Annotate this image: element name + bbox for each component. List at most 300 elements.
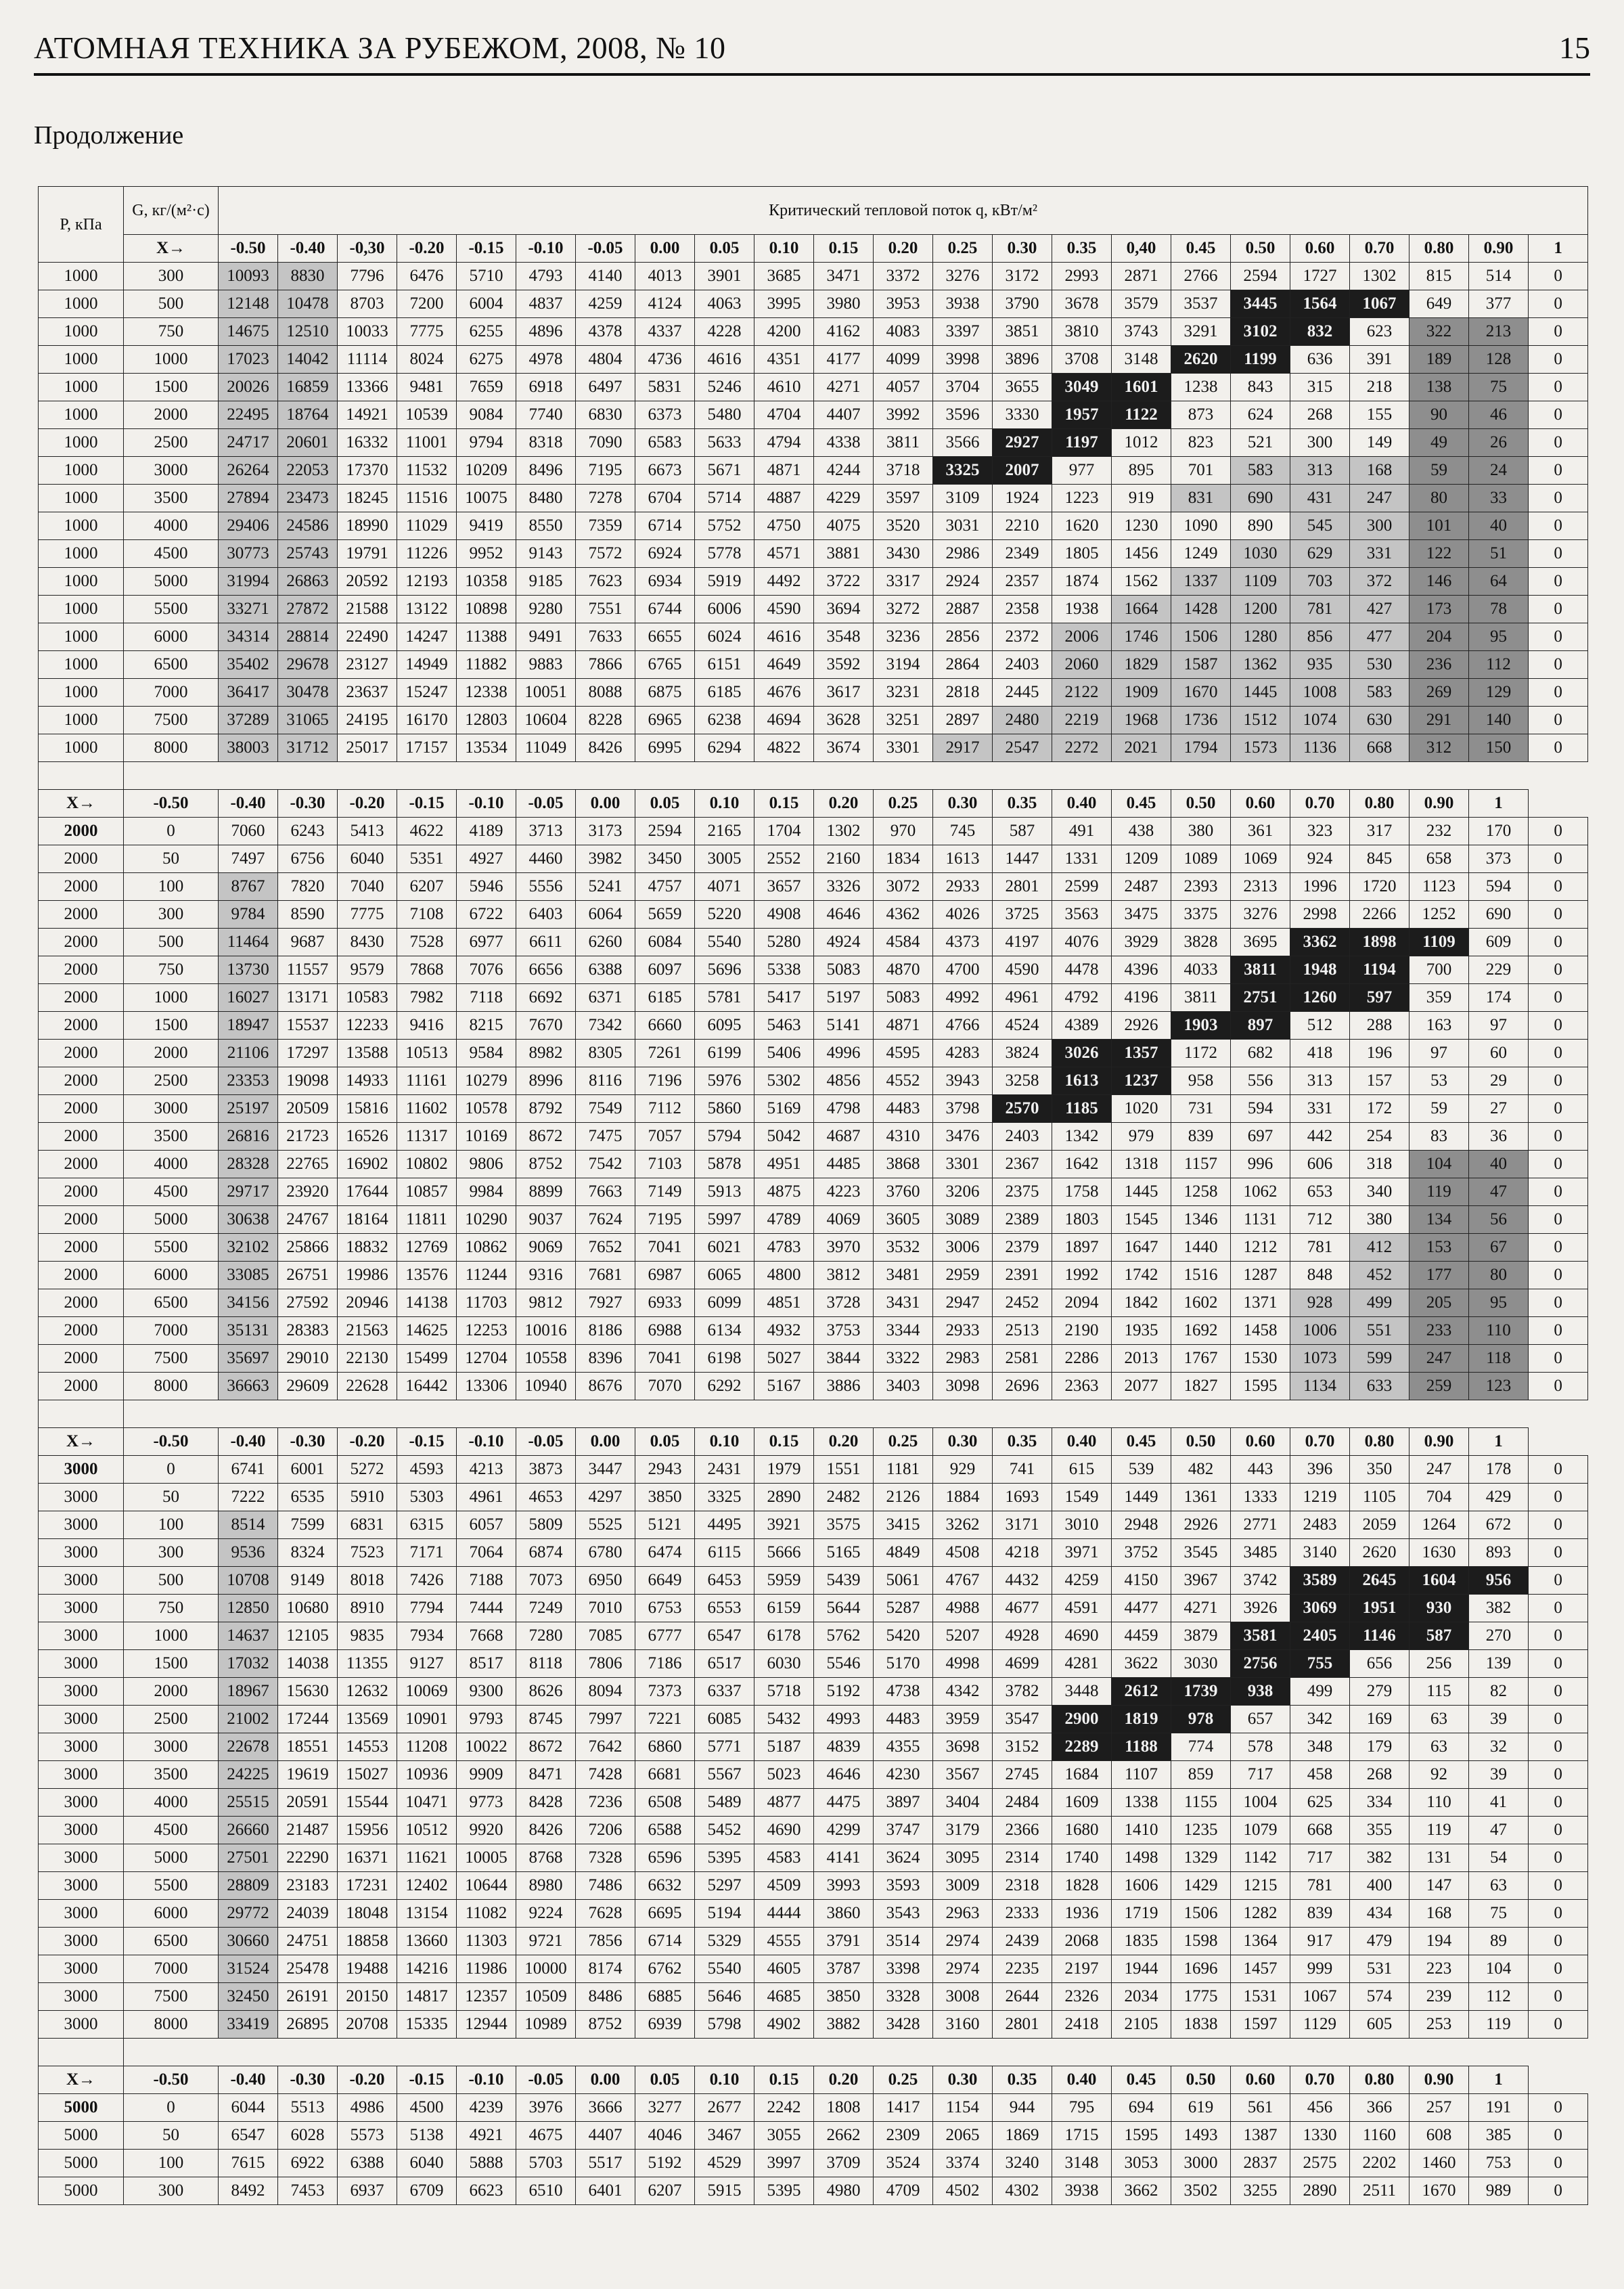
- chf-value-cell: 0: [1529, 1622, 1588, 1650]
- chf-value-cell: 3049: [1052, 374, 1112, 401]
- chf-value-cell: 24: [1469, 457, 1529, 485]
- quality-value: 0.90: [1409, 2066, 1469, 2094]
- chf-value-cell: 95: [1469, 623, 1529, 651]
- chf-value-cell: 1838: [1171, 2011, 1231, 2039]
- chf-value-cell: 3851: [993, 318, 1052, 346]
- chf-value-cell: 717: [1290, 1844, 1350, 1872]
- chf-value-cell: 5860: [695, 1095, 754, 1123]
- quality-value: 0.20: [814, 1428, 874, 1456]
- chf-value-cell: 3173: [576, 818, 635, 845]
- chf-value-cell: 18990: [338, 512, 397, 540]
- chf-value-cell: 9784: [219, 901, 278, 929]
- quality-value: 0.20: [874, 235, 933, 263]
- quality-value: 0.35: [993, 1428, 1052, 1456]
- chf-value-cell: 7775: [338, 901, 397, 929]
- chf-value-cell: 80: [1469, 1262, 1529, 1289]
- chf-value-cell: 5915: [695, 2177, 754, 2205]
- quality-value: 0.50: [1171, 790, 1231, 818]
- chf-value-cell: 458: [1290, 1761, 1350, 1789]
- chf-value-cell: 9224: [516, 1900, 576, 1928]
- chf-value-cell: 3095: [933, 1844, 993, 1872]
- chf-value-cell: 1105: [1350, 1484, 1409, 1511]
- chf-table-container: [38, 186, 1587, 2205]
- table-row: [39, 1345, 1588, 1373]
- chf-value-cell: 3008: [933, 1983, 993, 2011]
- chf-value-cell: 16902: [338, 1151, 397, 1178]
- chf-value-cell: 2289: [1052, 1733, 1112, 1761]
- pressure-cell: 3000: [39, 1789, 124, 1817]
- quality-value: 0.05: [635, 790, 695, 818]
- chf-value-cell: 4478: [1052, 956, 1112, 984]
- chf-value-cell: 843: [1231, 374, 1290, 401]
- chf-value-cell: 1493: [1171, 2122, 1231, 2150]
- chf-value-cell: 1456: [1112, 540, 1171, 568]
- chf-value-cell: 16170: [397, 707, 457, 734]
- chf-value-cell: 29609: [278, 1373, 338, 1400]
- chf-value-cell: 2890: [1290, 2177, 1350, 2205]
- chf-value-cell: 9687: [278, 929, 338, 956]
- chf-value-cell: 4485: [814, 1151, 874, 1178]
- chf-value-cell: 0: [1529, 596, 1588, 623]
- mass-flux-cell: 0: [124, 2094, 219, 2122]
- chf-value-cell: 30773: [219, 540, 278, 568]
- chf-value-cell: 318: [1350, 1151, 1409, 1178]
- chf-value-cell: 717: [1231, 1761, 1290, 1789]
- chf-value-cell: 1909: [1112, 679, 1171, 707]
- chf-value-cell: 4502: [933, 2177, 993, 2205]
- chf-value-cell: 9835: [338, 1622, 397, 1650]
- chf-value-cell: 6830: [576, 401, 635, 429]
- chf-value-cell: 14247: [397, 623, 457, 651]
- chf-value-cell: 4856: [814, 1067, 874, 1095]
- chf-value-cell: 5406: [754, 1040, 814, 1067]
- chf-value-cell: 4595: [874, 1040, 933, 1067]
- chf-value-cell: 3666: [576, 2094, 635, 2122]
- chf-value-cell: 59: [1409, 1095, 1469, 1123]
- chf-value-cell: 6535: [278, 1484, 338, 1511]
- chf-value-cell: 39: [1469, 1761, 1529, 1789]
- chf-value-cell: 6178: [754, 1622, 814, 1650]
- chf-value-cell: 4649: [754, 651, 814, 679]
- chf-value-cell: 7342: [576, 1012, 635, 1040]
- table-row: [39, 1872, 1588, 1900]
- chf-value-cell: 119: [1409, 1817, 1469, 1844]
- chf-value-cell: 1006: [1290, 1317, 1350, 1345]
- mass-flux-cell: 6000: [124, 1262, 219, 1289]
- chf-value-cell: 22053: [278, 457, 338, 485]
- chf-value-cell: 4783: [754, 1234, 814, 1262]
- chf-value-cell: 1264: [1409, 1511, 1469, 1539]
- table-row: [39, 512, 1588, 540]
- chf-value-cell: 6040: [397, 2150, 457, 2177]
- chf-value-cell: 7866: [576, 651, 635, 679]
- table-row: [39, 1539, 1588, 1567]
- chf-value-cell: 2480: [993, 707, 1052, 734]
- chf-value-cell: 672: [1469, 1511, 1529, 1539]
- chf-value-cell: 2105: [1112, 2011, 1171, 2039]
- quality-value: 0.90: [1409, 1428, 1469, 1456]
- chf-value-cell: 5714: [695, 485, 754, 512]
- chf-value-cell: 2837: [1231, 2150, 1290, 2177]
- mass-flux-cell: 300: [124, 2177, 219, 2205]
- chf-value-cell: 434: [1350, 1900, 1409, 1928]
- chf-value-cell: 313: [1290, 1067, 1350, 1095]
- chf-value-cell: 4993: [814, 1706, 874, 1733]
- chf-value-cell: 5192: [814, 1678, 874, 1706]
- chf-value-cell: 218: [1350, 374, 1409, 401]
- chf-value-cell: 6939: [635, 2011, 695, 2039]
- chf-value-cell: 514: [1469, 263, 1529, 290]
- pressure-cell: 1000: [39, 374, 124, 401]
- chf-value-cell: 6199: [695, 1040, 754, 1067]
- quality-value: -0.20: [338, 790, 397, 818]
- chf-value-cell: 7171: [397, 1539, 457, 1567]
- quality-value: 0.70: [1290, 1428, 1350, 1456]
- chf-value-cell: 8496: [516, 457, 576, 485]
- chf-value-cell: 996: [1231, 1151, 1290, 1178]
- chf-value-cell: 269: [1409, 679, 1469, 707]
- chf-value-cell: 7060: [219, 818, 278, 845]
- chf-value-cell: 118: [1469, 1345, 1529, 1373]
- chf-value-cell: 0: [1529, 1484, 1588, 1511]
- chf-value-cell: 2924: [933, 568, 993, 596]
- table-row: [39, 1456, 1588, 1484]
- chf-value-cell: 3009: [933, 1872, 993, 1900]
- chf-value-cell: 1249: [1171, 540, 1231, 568]
- chf-value-cell: 3791: [814, 1928, 874, 1955]
- chf-value-cell: 9909: [457, 1761, 516, 1789]
- chf-value-cell: 781: [1290, 596, 1350, 623]
- chf-value-cell: 6741: [219, 1456, 278, 1484]
- chf-value-cell: 3921: [754, 1511, 814, 1539]
- chf-value-cell: 6547: [695, 1622, 754, 1650]
- chf-value-cell: 9300: [457, 1678, 516, 1706]
- chf-value-cell: 5540: [695, 929, 754, 956]
- chf-value-cell: 147: [1409, 1872, 1469, 1900]
- chf-value-cell: 32102: [219, 1234, 278, 1262]
- chf-value-cell: 3782: [993, 1678, 1052, 1706]
- chf-value-cell: 3089: [933, 1206, 993, 1234]
- chf-value-cell: 6934: [635, 568, 695, 596]
- quality-value: 0.80: [1350, 2066, 1409, 2094]
- chf-value-cell: 35697: [219, 1345, 278, 1373]
- mass-flux-cell: 8000: [124, 2011, 219, 2039]
- chf-value-cell: 3882: [814, 2011, 874, 2039]
- chf-value-cell: 3579: [1112, 290, 1171, 318]
- chf-value-cell: 3000: [1171, 2150, 1231, 2177]
- chf-value-cell: 4071: [695, 873, 754, 901]
- chf-value-cell: 5207: [933, 1622, 993, 1650]
- chf-value-cell: 4932: [754, 1317, 814, 1345]
- chf-value-cell: 4646: [814, 901, 874, 929]
- pressure-cell: 3000: [39, 1900, 124, 1928]
- chf-value-cell: 12850: [219, 1595, 278, 1622]
- chf-value-cell: 2864: [933, 651, 993, 679]
- chf-value-cell: 1260: [1290, 984, 1350, 1012]
- chf-value-cell: 3879: [1171, 1622, 1231, 1650]
- chf-value-cell: 49: [1409, 429, 1469, 457]
- chf-value-cell: 3325: [933, 457, 993, 485]
- chf-value-cell: 656: [1350, 1650, 1409, 1678]
- chf-value-cell: 1004: [1231, 1789, 1290, 1817]
- chf-value-cell: 7623: [576, 568, 635, 596]
- quality-value: -0.50: [124, 2066, 219, 2094]
- chf-value-cell: 2620: [1171, 346, 1231, 374]
- chf-value-cell: 2190: [1052, 1317, 1112, 1345]
- chf-value-cell: 1361: [1171, 1484, 1231, 1511]
- chf-value-cell: 6977: [457, 929, 516, 956]
- chf-value-cell: 112: [1469, 651, 1529, 679]
- chf-value-cell: 4310: [874, 1123, 933, 1151]
- chf-value-cell: 2998: [1290, 901, 1350, 929]
- chf-value-cell: 3812: [814, 1262, 874, 1289]
- pressure-cell: 1000: [39, 263, 124, 290]
- mass-flux-cell: 50: [124, 845, 219, 873]
- chf-value-cell: 3563: [1052, 901, 1112, 929]
- chf-value-cell: 697: [1231, 1123, 1290, 1151]
- chf-value-cell: 19791: [338, 540, 397, 568]
- chf-value-cell: 3617: [814, 679, 874, 707]
- table-row: [39, 1761, 1588, 1789]
- chf-value-cell: 5338: [754, 956, 814, 984]
- chf-value-cell: 1318: [1112, 1151, 1171, 1178]
- chf-value-cell: 615: [1052, 1456, 1112, 1484]
- chf-value-cell: 4690: [754, 1817, 814, 1844]
- chf-value-cell: 3272: [874, 596, 933, 623]
- quality-value: -0.15: [397, 1428, 457, 1456]
- quality-value: 0.40: [1052, 1428, 1112, 1456]
- chf-value-cell: 3709: [814, 2150, 874, 2177]
- chf-value-cell: 5141: [814, 1012, 874, 1040]
- chf-value-cell: 935: [1290, 651, 1350, 679]
- chf-value-cell: 41: [1469, 1789, 1529, 1817]
- chf-value-cell: 2484: [993, 1789, 1052, 1817]
- chf-value-cell: 3713: [516, 818, 576, 845]
- chf-value-cell: 3231: [874, 679, 933, 707]
- quality-value: -0.40: [219, 1428, 278, 1456]
- pressure-cell: 1000: [39, 707, 124, 734]
- mass-flux-cell: 6500: [124, 1289, 219, 1317]
- table-row: [39, 263, 1588, 290]
- chf-value-cell: 6044: [219, 2094, 278, 2122]
- table-row: [39, 679, 1588, 707]
- chf-value-cell: 6275: [457, 346, 516, 374]
- chf-value-cell: 499: [1350, 1289, 1409, 1317]
- chf-value-cell: 13306: [457, 1373, 516, 1400]
- critical-heat-flux-table: [38, 186, 1588, 2205]
- chf-value-cell: 0: [1529, 1983, 1588, 2011]
- chf-value-cell: 8324: [278, 1539, 338, 1567]
- chf-value-cell: 5798: [695, 2011, 754, 2039]
- pressure-cell: 1000: [39, 651, 124, 679]
- chf-value-cell: 4590: [754, 596, 814, 623]
- chf-value-cell: 11532: [397, 457, 457, 485]
- chf-value-cell: 40: [1469, 512, 1529, 540]
- chf-value-cell: 4083: [874, 318, 933, 346]
- chf-value-cell: 46: [1469, 401, 1529, 429]
- chf-value-cell: 8018: [338, 1567, 397, 1595]
- chf-value-cell: 10290: [457, 1206, 516, 1234]
- chf-value-cell: 382: [1350, 1844, 1409, 1872]
- chf-value-cell: 3545: [1171, 1539, 1231, 1567]
- chf-value-cell: 13122: [397, 596, 457, 623]
- chf-value-cell: 3502: [1171, 2177, 1231, 2205]
- pressure-cell: 2000: [39, 1178, 124, 1206]
- table-row: [39, 707, 1588, 734]
- chf-value-cell: 2126: [874, 1484, 933, 1511]
- chf-value-cell: 781: [1290, 1234, 1350, 1262]
- chf-value-cell: 3475: [1112, 901, 1171, 929]
- chf-value-cell: 20592: [338, 568, 397, 596]
- chf-value-cell: 3860: [814, 1900, 874, 1928]
- chf-value-cell: 0: [1529, 568, 1588, 596]
- chf-value-cell: 3760: [874, 1178, 933, 1206]
- quality-value: 0.50: [1171, 1428, 1231, 1456]
- chf-value-cell: 9280: [516, 596, 576, 623]
- chf-value-cell: 2210: [993, 512, 1052, 540]
- chf-value-cell: 26816: [219, 1123, 278, 1151]
- chf-value-cell: 6722: [457, 901, 516, 929]
- chf-value-cell: 1122: [1112, 401, 1171, 429]
- chf-value-cell: 119: [1469, 2011, 1529, 2039]
- chf-value-cell: 4988: [933, 1595, 993, 1622]
- chf-value-cell: 2318: [993, 1872, 1052, 1900]
- chf-value-cell: 5489: [695, 1789, 754, 1817]
- chf-value-cell: 1642: [1052, 1151, 1112, 1178]
- chf-value-cell: 3543: [874, 1900, 933, 1928]
- chf-value-cell: 6474: [635, 1539, 695, 1567]
- chf-value-cell: 429: [1469, 1484, 1529, 1511]
- chf-value-cell: 8186: [576, 1317, 635, 1345]
- chf-value-cell: 10583: [338, 984, 397, 1012]
- chf-value-cell: 5831: [635, 374, 695, 401]
- chf-value-cell: 24039: [278, 1900, 338, 1928]
- chf-value-cell: 5083: [814, 956, 874, 984]
- chf-value-cell: 7328: [576, 1844, 635, 1872]
- chf-value-cell: 491: [1052, 818, 1112, 845]
- pressure-cell: 2000: [39, 1040, 124, 1067]
- mass-flux-cell: 6000: [124, 623, 219, 651]
- chf-value-cell: 3926: [1231, 1595, 1290, 1622]
- chf-value-cell: 1185: [1052, 1095, 1112, 1123]
- chf-value-cell: 67: [1469, 1234, 1529, 1262]
- chf-value-cell: 7090: [576, 429, 635, 457]
- chf-value-cell: 700: [1409, 956, 1469, 984]
- chf-value-cell: 3072: [874, 873, 933, 901]
- chf-value-cell: 4239: [457, 2094, 516, 2122]
- chf-value-cell: 15816: [338, 1095, 397, 1123]
- chf-value-cell: 3662: [1112, 2177, 1171, 2205]
- mass-flux-cell: 100: [124, 1511, 219, 1539]
- chf-value-cell: 1331: [1052, 845, 1112, 873]
- chf-value-cell: 4477: [1112, 1595, 1171, 1622]
- mass-flux-cell: 50: [124, 1484, 219, 1511]
- chf-value-cell: 131: [1409, 1844, 1469, 1872]
- chf-value-cell: 3194: [874, 651, 933, 679]
- quality-value: 1: [1469, 790, 1529, 818]
- chf-value-cell: 605: [1350, 2011, 1409, 2039]
- quality-value: 0.15: [754, 1428, 814, 1456]
- chf-value-cell: 19619: [278, 1761, 338, 1789]
- pressure-cell: 3000: [39, 1678, 124, 1706]
- chf-value-cell: 6260: [576, 929, 635, 956]
- chf-value-cell: 128: [1469, 346, 1529, 374]
- chf-value-cell: 4921: [457, 2122, 516, 2150]
- chf-value-cell: 1620: [1052, 512, 1112, 540]
- chf-value-cell: 10358: [457, 568, 516, 596]
- chf-value-cell: 32: [1469, 1733, 1529, 1761]
- chf-value-cell: 7497: [219, 845, 278, 873]
- chf-value-cell: 6006: [695, 596, 754, 623]
- pressure-cell: 1000: [39, 540, 124, 568]
- chf-value-cell: 2933: [933, 873, 993, 901]
- pressure-cell: 1000: [39, 512, 124, 540]
- quality-value: -0.05: [516, 790, 576, 818]
- quality-value: -0.50: [124, 1428, 219, 1456]
- chf-value-cell: 4902: [754, 2011, 814, 2039]
- chf-value-cell: 31712: [278, 734, 338, 762]
- chf-value-cell: 92: [1409, 1761, 1469, 1789]
- chf-value-cell: 6649: [635, 1567, 695, 1595]
- chf-value-cell: 12233: [338, 1012, 397, 1040]
- chf-value-cell: 1237: [1112, 1067, 1171, 1095]
- chf-value-cell: 112: [1469, 1983, 1529, 2011]
- chf-value-cell: 6095: [695, 1012, 754, 1040]
- chf-value-cell: 6064: [576, 901, 635, 929]
- chf-value-cell: 1597: [1231, 2011, 1290, 2039]
- chf-value-cell: 3722: [814, 568, 874, 596]
- chf-value-cell: 6134: [695, 1317, 754, 1345]
- chf-value-cell: 24225: [219, 1761, 278, 1789]
- chf-value-cell: 6875: [635, 679, 695, 707]
- chf-value-cell: 1109: [1231, 568, 1290, 596]
- chf-value-cell: 0: [1529, 1789, 1588, 1817]
- chf-value-cell: 4459: [1112, 1622, 1171, 1650]
- chf-value-cell: 19098: [278, 1067, 338, 1095]
- chf-value-cell: 3850: [814, 1983, 874, 2011]
- chf-value-cell: 7428: [576, 1761, 635, 1789]
- chf-value-cell: 2403: [993, 651, 1052, 679]
- chf-value-cell: 3109: [933, 485, 993, 512]
- chf-value-cell: 12105: [278, 1622, 338, 1650]
- chf-value-cell: 3704: [933, 374, 993, 401]
- chf-value-cell: 653: [1290, 1178, 1350, 1206]
- chf-value-cell: 4924: [814, 929, 874, 956]
- chf-value-cell: 4492: [754, 568, 814, 596]
- quality-value: -0.10: [457, 790, 516, 818]
- chf-value-cell: 2403: [993, 1123, 1052, 1151]
- chf-value-cell: 5959: [754, 1567, 814, 1595]
- chf-value-cell: 16442: [397, 1373, 457, 1400]
- chf-value-cell: 0: [1529, 290, 1588, 318]
- chf-value-cell: 7868: [397, 956, 457, 984]
- chf-value-cell: 0: [1529, 1345, 1588, 1373]
- chf-value-cell: 3581: [1231, 1622, 1290, 1650]
- chf-value-cell: 2313: [1231, 873, 1290, 901]
- chf-value-cell: 477: [1350, 623, 1409, 651]
- chf-value-cell: 5170: [874, 1650, 933, 1678]
- chf-value-cell: 3301: [874, 734, 933, 762]
- chf-value-cell: 2363: [1052, 1373, 1112, 1400]
- table-row: [39, 1900, 1588, 1928]
- mass-flux-cell: 3000: [124, 457, 219, 485]
- chf-value-cell: 4798: [814, 1095, 874, 1123]
- chf-value-cell: 6762: [635, 1955, 695, 1983]
- chf-value-cell: 2756: [1231, 1650, 1290, 1678]
- chf-value-cell: 6756: [278, 845, 338, 873]
- chf-value-cell: 1609: [1052, 1789, 1112, 1817]
- mass-flux-cell: 300: [124, 263, 219, 290]
